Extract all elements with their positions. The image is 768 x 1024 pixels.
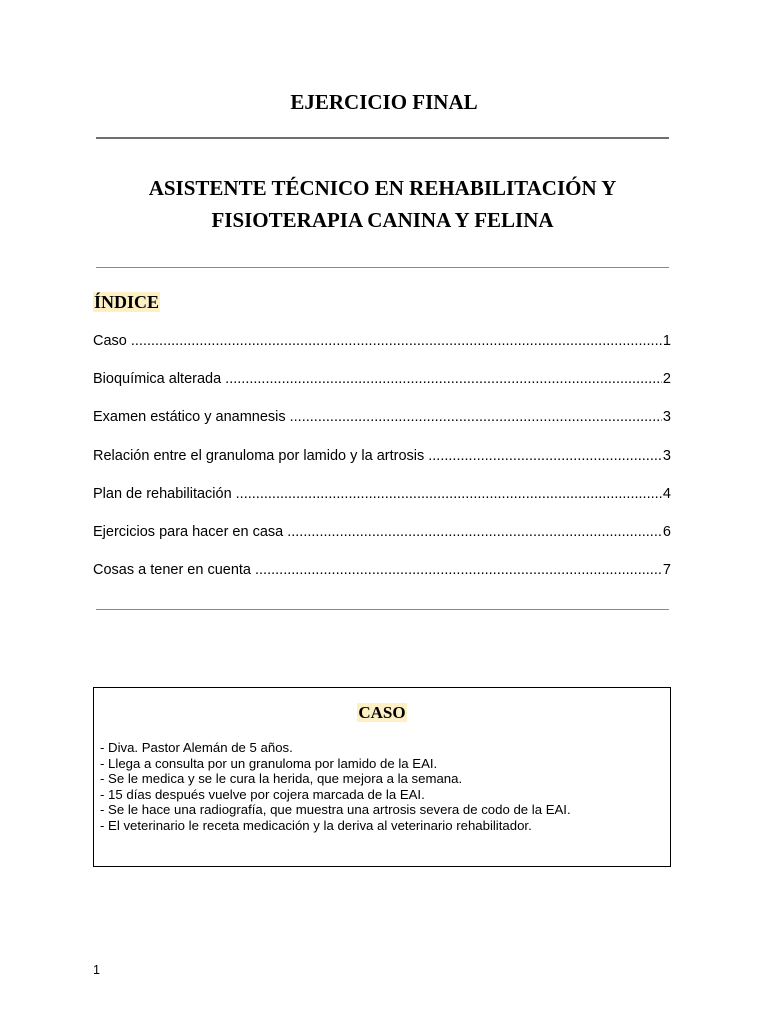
page-number: 1 — [93, 963, 100, 977]
toc-entry-label: Examen estático y anamnesis — [93, 409, 286, 426]
toc-dot-leader — [225, 366, 662, 392]
index-divider — [96, 609, 669, 610]
toc-entry-caso[interactable] — [93, 328, 671, 366]
toc-entry-cosas[interactable] — [93, 557, 671, 595]
toc-dot-leader — [255, 557, 662, 583]
title-divider — [96, 137, 669, 139]
toc-entry-label: Caso — [93, 333, 127, 349]
toc-entry-page: 3 — [662, 409, 671, 426]
toc-dot-leader — [131, 328, 662, 354]
toc-entry-examen[interactable] — [93, 404, 671, 442]
case-heading-text: CASO — [358, 703, 406, 722]
toc-entry-bioquimica[interactable] — [93, 366, 671, 404]
case-details — [100, 740, 571, 833]
index-heading-text: ÍNDICE — [94, 292, 160, 312]
course-title-divider — [96, 267, 669, 268]
toc-entry-label: Bioquímica alterada — [93, 371, 222, 388]
toc-entry-label: Relación entre el granuloma por lamido y la artrosis — [93, 447, 425, 464]
case-line: - El veterinario le receta medicación y la deriva al veterinario rehabilitador. — [100, 817, 532, 833]
toc-dot-leader — [428, 443, 662, 469]
toc-entry-page: 7 — [662, 562, 671, 579]
case-line: - Se le medica y se le cura la herida, que mejora a la semana. — [100, 771, 463, 786]
toc-dot-leader — [287, 519, 662, 545]
index-heading — [93, 291, 160, 313]
course-title-line-2: FISIOTERAPIA CANINA Y FELINA — [211, 208, 554, 232]
toc-entry-ejercicios[interactable] — [93, 519, 671, 557]
toc-entry-plan[interactable] — [93, 481, 671, 519]
case-line: - Diva. Pastor Alemán de 5 años. — [100, 740, 293, 755]
toc-entry-page: 1 — [662, 333, 671, 349]
toc-dot-leader — [236, 481, 662, 507]
document-title: EJERCICIO FINAL — [290, 90, 478, 114]
toc-entry-page: 4 — [662, 485, 671, 502]
case-line: - 15 días después vuelve por cojera marcada de la EAI. — [100, 786, 425, 802]
toc-entry-page: 6 — [662, 523, 671, 540]
course-title — [96, 172, 669, 236]
case-line: - Se le hace una radiografía, que muestra una artrosis severa de codo de la EAI. — [100, 802, 571, 817]
case-line: - Llega a consulta por un granuloma por lamido de la EAI. — [100, 755, 438, 771]
toc-entry-relacion[interactable] — [93, 443, 671, 481]
case-heading — [94, 702, 670, 724]
course-title-line-1: ASISTENTE TÉCNICO EN REHABILITACIÓN Y — [148, 176, 617, 200]
toc-entry-page: 3 — [662, 447, 671, 464]
toc-dot-leader — [290, 404, 662, 430]
toc-entry-page: 2 — [662, 371, 671, 388]
toc-entry-label: Plan de rehabilitación — [93, 485, 232, 502]
toc-entry-label: Ejercicios para hacer en casa — [93, 523, 284, 540]
table-of-contents — [93, 328, 671, 595]
toc-entry-label: Cosas a tener en cuenta — [93, 562, 251, 579]
case-box — [93, 687, 671, 867]
